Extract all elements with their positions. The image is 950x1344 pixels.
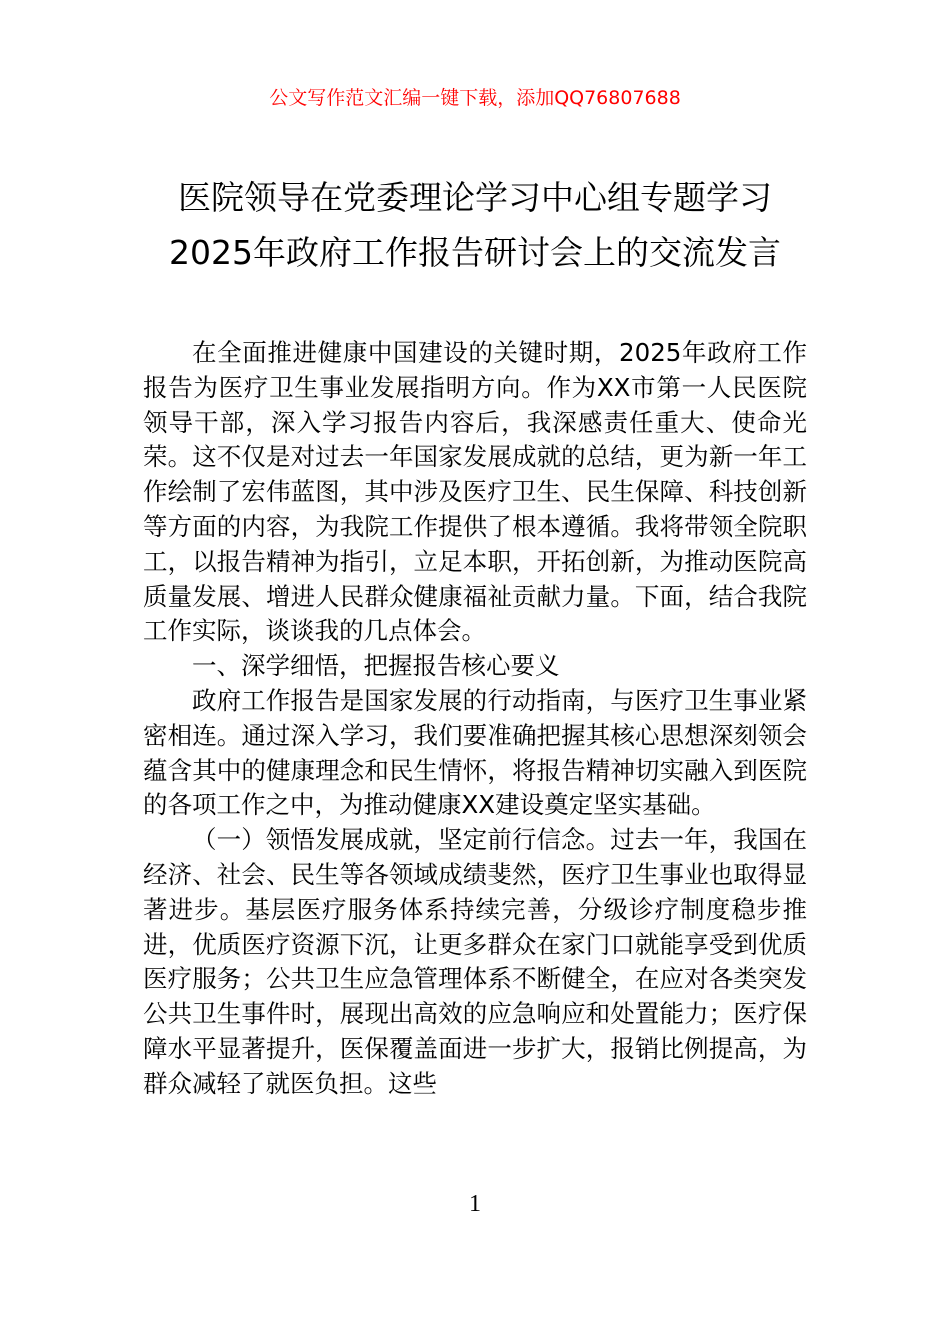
paragraph-subsection-1: （一）领悟发展成就，坚定前行信念。过去一年，我国在经济、社会、民生等各领域成绩斐然，医疗卫生事业也取得显著进步。基层医疗服务体系持续完善，分级诊疗制度稳步推进，优质医疗资源下沉，让更多群众在家门口就能享受到优质医疗服务；公共卫生应急管理体系不断健全，在应对各类突发公共卫生事件时，展现出高效的应急响应和处置能力；医疗保障水平显著提升，医保覆盖面进一步扩大，报销比例提高，为群众减轻了就医负担。这些 (143, 825, 807, 1098)
section-heading: 一、深学细悟，把握报告核心要义 (192, 651, 560, 681)
header-banner: 公文写作范文汇编一键下载，添加QQ76807688 (269, 87, 681, 109)
document-title (60, 170, 890, 280)
title-line-1: 医院领导在党委理论学习中心组专题学习 (178, 178, 772, 217)
paragraph-intro: 在全面推进健康中国建设的关键时期，2025年政府工作报告为医疗卫生事业发展指明方向。作为XX市第一人民医院领导干部，深入学习报告内容后，我深感责任重大、使命光荣。这不仅是对过去一年国家发展成就的总结，更为新一年工作绘制了宏伟蓝图，其中涉及医疗卫生、民生保障、科技创新等方面的内容，为我院工作提供了根本遵循。我将带领全院职工，以报告精神为指引，立足本职，开拓创新，为推动医院高质量发展、增进人民群众健康福祉贡献力量。下面，结合我院工作实际，谈谈我的几点体会。 (143, 338, 807, 646)
paragraph-section-intro: 政府工作报告是国家发展的行动指南，与医疗卫生事业紧密相连。通过深入学习，我们要准确把握其核心思想深刻领会蕴含其中的健康理念和民生情怀，将报告精神切实融入到医院的各项工作之中，为推动健康XX建设奠定坚实基础。 (143, 685, 807, 820)
page-number: 1 (469, 1191, 481, 1217)
document-body (143, 336, 807, 1102)
title-line-2: 2025年政府工作报告研讨会上的交流发言 (169, 233, 781, 272)
